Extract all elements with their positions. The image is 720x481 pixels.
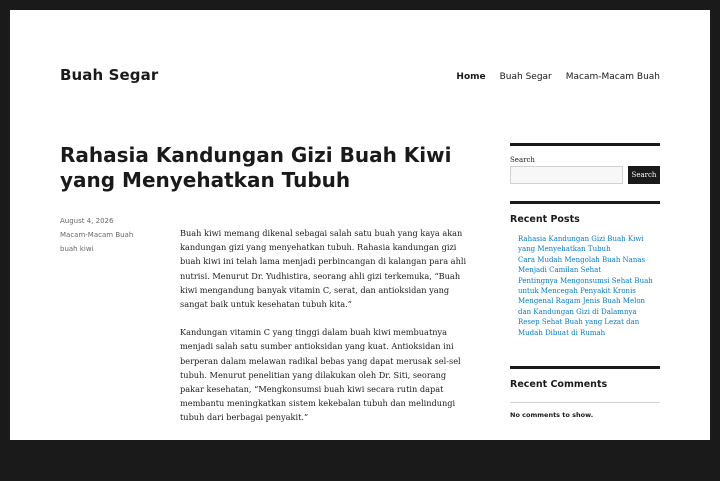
main-navigation xyxy=(456,72,660,82)
recent-post-link[interactable]: Resep Sehat Buah yang Lezat dan Mudah Dibuat di Rumah xyxy=(518,318,640,337)
post-tag[interactable]: buah kiwi xyxy=(60,245,94,253)
list-item xyxy=(510,234,660,255)
page xyxy=(10,10,710,465)
search-widget xyxy=(510,143,660,184)
recent-comments-widget xyxy=(510,366,660,419)
nav-home[interactable]: Home xyxy=(456,72,486,82)
no-comments-text: No comments to show. xyxy=(510,402,660,419)
post-content xyxy=(180,226,472,481)
post-paragraph: Kandungan vitamin C yang tinggi dalam buah kiwi membuatnya menjadi salah satu sumber antioksidan yang kuat. Antioksidan ini berperan dalam melawan radikal bebas yang dapat merusak sel-sel tubuh. Menurut penelitian yang dilakukan oleh Dr. Siti, seorang pakar kesehatan, “Mengkonsumsi buah kiwi secara rutin dapat membantu meningkatkan sistem kekebalan tubuh dan melindungi tubuh dari berbagai penyakit.” xyxy=(180,327,461,423)
recent-comments-title: Recent Comments xyxy=(510,379,608,391)
recent-posts-title: Recent Posts xyxy=(510,214,580,225)
post-date[interactable]: August 4, 2026 xyxy=(60,217,114,225)
recent-posts-widget xyxy=(510,201,660,338)
recent-post-link[interactable]: Pentingnya Mengonsumsi Sehat Buah untuk Mencegah Penyakit Kronis xyxy=(518,276,653,296)
nav-buah-segar[interactable]: Buah Segar xyxy=(499,72,552,82)
search-form xyxy=(510,166,660,184)
search-button[interactable]: Search xyxy=(628,166,660,184)
post-title: Rahasia Kandungan Gizi Buah Kiwi yang Menyehatkan Tubuh xyxy=(60,143,452,192)
post-paragraph: Buah kiwi memang dikenal sebagai salah satu buah yang kaya akan kandungan gizi yang menyehatkan tubuh. Rahasia kandungan gizi buah kiwi ini telah lama menjadi perbincangan di kalangan para ahli nutrisi. Menurut Dr. Yudhistira, seorang ahli gizi terkemuka, “Buah kiwi mengandung banyak vitamin C, serat, dan antioksidan yang sangat baik untuk kesehatan tubuh kita.” xyxy=(180,228,467,310)
nav-macam-macam-buah[interactable]: Macam-Macam Buah xyxy=(565,72,660,82)
list-item xyxy=(510,255,660,276)
recent-post-link[interactable]: Mengenal Ragam Jenis Buah Melon dan Kandungan Gizi di Dalamnya xyxy=(518,297,646,316)
search-label: Search xyxy=(510,156,535,164)
post-meta xyxy=(60,214,133,256)
post-paragraph: Selain itu, buah kiwi juga mengandung serat yang tinggi. Serat ini sangat xyxy=(180,440,457,465)
sidebar xyxy=(510,143,660,419)
list-item xyxy=(510,296,660,317)
post-category[interactable]: Macam-Macam Buah xyxy=(60,231,134,239)
search-input[interactable] xyxy=(510,166,623,184)
recent-posts-list xyxy=(510,234,660,338)
site-title[interactable]: Buah Segar xyxy=(60,66,159,84)
recent-post-link[interactable]: Rahasia Kandungan Gizi Buah Kiwi yang Menyehatkan Tubuh xyxy=(518,235,644,254)
list-item xyxy=(510,317,660,338)
recent-post-link[interactable]: Cara Mudah Mengolah Buah Nanas Menjadi Camilan Sehat xyxy=(518,255,646,275)
list-item xyxy=(510,276,660,297)
